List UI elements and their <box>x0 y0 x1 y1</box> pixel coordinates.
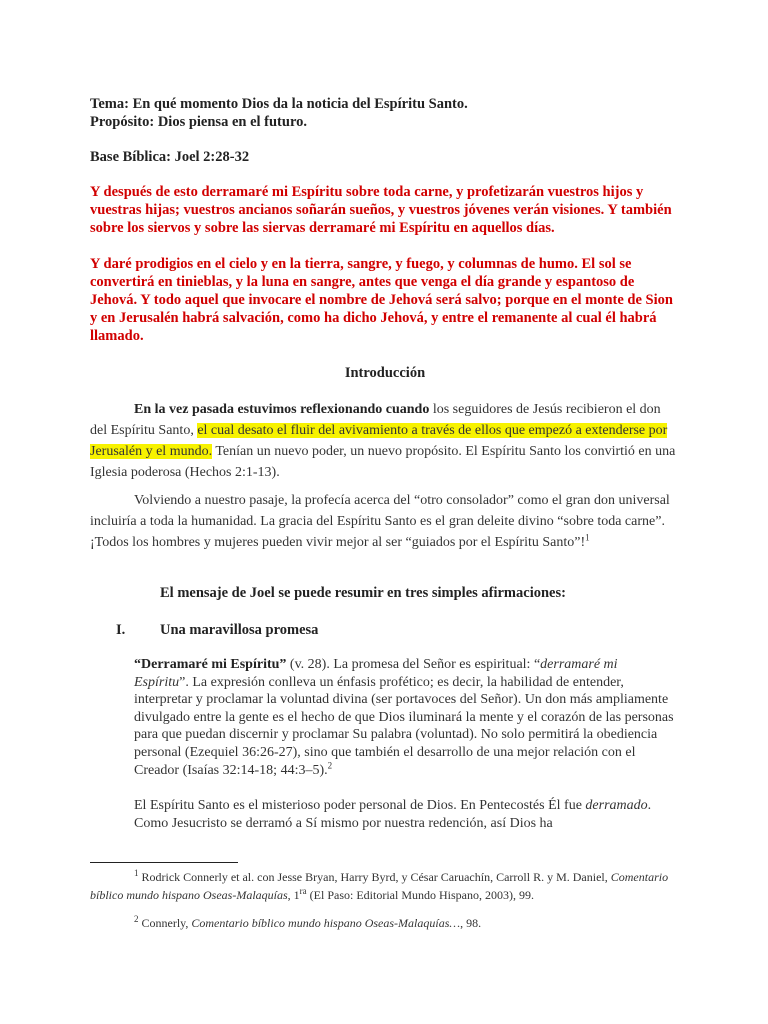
intro-p1-text-a: los seguidores de Jesús recibieron el don del Espíritu Santo, <box>90 402 661 438</box>
section1-paragraph-2 <box>134 797 674 833</box>
footnote-2 <box>90 914 680 932</box>
base-text: Joel 2:28-32 <box>174 149 250 165</box>
tema-line <box>90 95 680 113</box>
intro-paragraph-2 <box>90 490 680 553</box>
section-title: Una maravillosa promesa <box>160 622 319 638</box>
footnote-1 <box>90 868 680 904</box>
tema-label: Tema: <box>90 96 129 112</box>
base-biblica-line <box>90 148 680 166</box>
scripture-paragraph-1: Y después de esto derramaré mi Espíritu sobre toda carne, y profetizarán vuestros hijos y vuestras hijas; vuestros ancianos soñarán sueños, y vuestros jóvenes verán visiones. Y también sobre los siervos y sobre las siervas derramaré mi Espíritu en aquellos días. <box>90 184 672 236</box>
tema-text: En qué momento Dios da la noticia del Espíritu Santo. <box>132 96 468 112</box>
footnote-ref-1[interactable]: 1 <box>585 532 590 543</box>
footnote-1-text-b: , 1 <box>287 888 300 902</box>
section1-p2-text-b: . Como Jesucristo se derramó a Sí mismo por nuestra redención, así Dios ha <box>134 798 652 831</box>
intro-paragraph-1 <box>90 399 680 483</box>
intro-p2-text: Volviendo a nuestro pasaje, la profecía acerca del “otro consolador” como el gran don universal incluiría a toda la humanidad. La gracia del Espíritu Santo es el gran deleite divino “sobre toda carne”. ¡Todos los hombres y mujeres pueden vivir mejor al ser “guiados por el Espíritu Santo”! <box>90 493 670 550</box>
footnote-2-text-a: Connerly, <box>138 916 192 930</box>
intro-p1-bold: En la vez pasada estuvimos reflexionando cuando <box>134 402 430 417</box>
footnote-1-italic: Comentario bíblico mundo hispano Oseas-Malaquías <box>90 870 669 902</box>
footnote-ref-2[interactable]: 2 <box>327 759 333 770</box>
section1-p2-text-a: El Espíritu Santo es el misterioso poder personal de Dios. En Pentecostés Él fue <box>134 798 586 813</box>
section1-paragraph-1 <box>134 656 674 779</box>
section1-p1-italic: derramaré mi Espíritu <box>134 657 618 690</box>
base-label: Base Bíblica: <box>90 149 171 165</box>
scripture-paragraph-2: Y daré prodigios en el cielo y en la tierra, sangre, y fuego, y columnas de humo. El sol se convertirá en tinieblas, y la luna en sangre, antes que venga el día grande y espantoso de Jehová. Y todo aquel que invocare el nombre de Jehová será salvo; porque en el monte de Sion y en Jerusalén habrá salvación, como ha dicho Jehová, y entre el remanente al cual él habrá llamado. <box>90 256 673 344</box>
summary-line: El mensaje de Joel se puede resumir en tres simples afirmaciones: <box>160 585 566 601</box>
footnote-2-number: 2 <box>134 914 139 924</box>
section1-p1-bold: “Derramaré mi Espíritu” <box>134 657 287 672</box>
proposito-line <box>90 113 680 131</box>
section-numeral: I. <box>116 622 126 638</box>
intro-p1-highlight: el cual desato el fluir del avivamiento a través de ellos que empezó a extenderse por Jerusalén y el mundo. <box>90 423 668 459</box>
intro-heading: Introducción <box>344 365 426 381</box>
footnote-2-text-b: , 98. <box>460 916 482 930</box>
footnote-2-italic: Comentario bíblico mundo hispano Oseas-Malaquías… <box>191 916 461 930</box>
intro-p1-text-b: Tenían un nuevo poder, un nuevo propósito. El Espíritu Santo los convirtió en una Iglesia poderosa (Hechos 2:1-13). <box>90 444 676 480</box>
footnote-1-text-a: Rodrick Connerly et al. con Jesse Bryan, Harry Byrd, y César Caruachín, Carroll R. y M. Daniel, <box>138 870 611 884</box>
footnote-separator <box>90 862 238 863</box>
section1-p1-text-a: (v. 28). La promesa del Señor es espiritual: “ <box>286 657 541 672</box>
footnote-1-edition-sup: ra <box>299 886 307 896</box>
proposito-text: Dios piensa en el futuro. <box>157 114 307 130</box>
section1-p2-italic: derramado <box>585 798 648 813</box>
proposito-label: Propósito: <box>90 114 155 130</box>
section1-p1-text-b: ”. La expresión conlleva un énfasis profético; es decir, la habilidad de entender, interpretar y proclamar la voluntad divina (ser portavoces del Señor). Un don más ampliamente divulgado entre la gente es el hecho de que Dios iluminará la mente y el corazón de las personas para que puedan discernir y proclamar Su palabra (voluntad). No solo permitirá la obediencia personal (Ezequiel 36:26-27), sino que también el desarrollo de una mejor relación con el Creador (Isaías 32:14-18; 44:3–5). <box>134 674 674 778</box>
footnote-1-number: 1 <box>134 868 139 878</box>
footnote-1-text-c: (El Paso: Editorial Mundo Hispano, 2003), 99. <box>306 888 534 902</box>
